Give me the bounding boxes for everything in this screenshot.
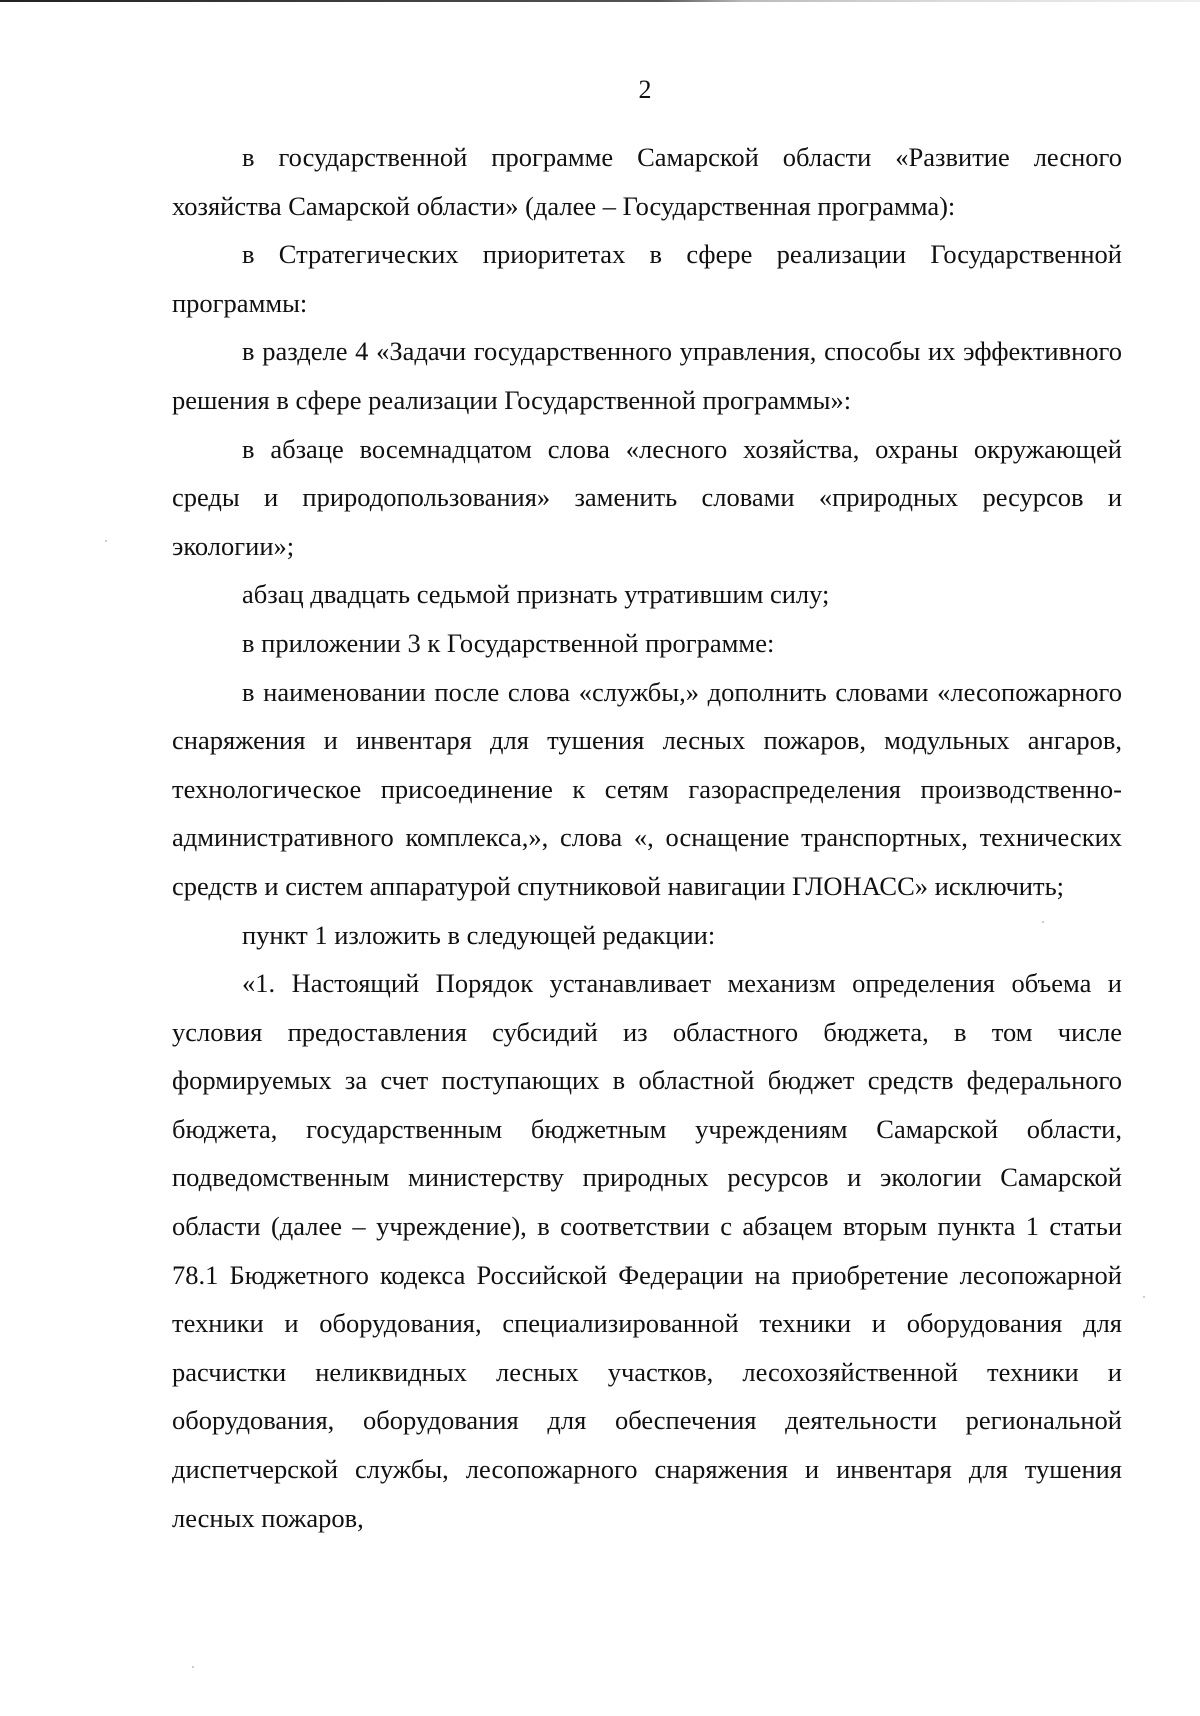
paragraph: «1. Настоящий Порядок устанавливает механизм определения объема и условия предоставления субсидий из областного бюджета, в том числе формируемых за счет поступающих в областной бюджет средств федерального бюджета, государственным бюджетным учреждениям Самарской области, подведомственным министерству природных ресурсов и экологии Самарской области (далее – учреждение), в соответствии с абзацем вторым пункта 1 статьи 78.1 Бюджетного кодекса Российской Федерации на приобретение лесопожарной техники и оборудования, специализированной техники и оборудования для расчистки неликвидных лесных участков, лесохозяйственной техники и оборудования, оборудования для обеспечения деятельности региональной диспетчерской службы, лесопожарного снаряжения и инвентаря для тушения лесных пожаров,: [172, 968, 1122, 1533]
paragraph: в Стратегических приоритетах в сфере реализации Государственной программы:: [172, 239, 1122, 318]
paragraph: абзац двадцать седьмой признать утратившим силу;: [242, 579, 830, 610]
paragraph: пункт 1 изложить в следующей редакции:: [242, 919, 716, 950]
paragraph: в наименовании после слова «службы,» дополнить словами «лесопожарного снаряжения и инвентаря для тушения лесных пожаров, модульных ангаров, технологическое присоединение к сетям газораспределения производственно-административного комплекса,», слова «, оснащение транспортных, технических средств и систем аппаратурой спутниковой навигации ГЛОНАСС» исключить;: [172, 676, 1122, 901]
page-number: 2: [638, 75, 652, 104]
paragraph: в государственной программе Самарской области «Развитие лесного хозяйства Самарской области» (далее – Государственная программа):: [172, 142, 1122, 221]
scan-edge-line: [0, 0, 1200, 2]
scan-speck: [192, 1666, 194, 1668]
paragraph: в разделе 4 «Задачи государственного управления, способы их эффективного решения в сфере реализации Государственной программы»:: [172, 336, 1122, 415]
paragraph: в приложении 3 к Государственной программе:: [242, 627, 775, 658]
paragraph: в абзаце восемнадцатом слова «лесного хозяйства, охраны окружающей среды и природопользования» заменить словами «природных ресурсов и экологии»;: [172, 433, 1122, 561]
scan-speck: [1143, 1296, 1145, 1298]
scan-speck: [105, 540, 107, 542]
document-body: [172, 133, 1122, 1542]
